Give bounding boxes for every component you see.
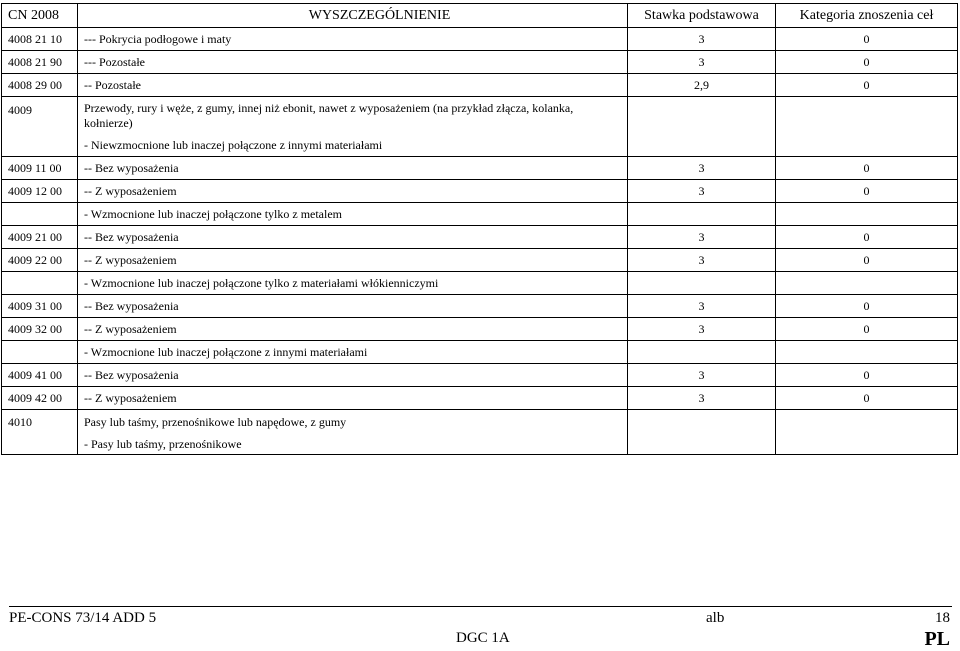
description: - Wzmocnione lub inaczej połączone tylko z metalem xyxy=(78,203,628,226)
description-line: Przewody, rury i węże, z gumy, innej niż ebonit, nawet z wyposażeniem (na przykład złącza, kolanka, xyxy=(84,101,574,115)
base-rate: 3 xyxy=(628,295,776,318)
description xyxy=(78,410,628,455)
description: -- Z wyposażeniem xyxy=(78,387,628,410)
staging-category: 0 xyxy=(776,180,958,203)
staging-category: 0 xyxy=(776,28,958,51)
table-row xyxy=(2,318,958,341)
description: -- Bez wyposażenia xyxy=(78,364,628,387)
cn-code: 4009 42 00 xyxy=(2,387,78,410)
cn-code: 4008 21 90 xyxy=(2,51,78,74)
base-rate: 3 xyxy=(628,180,776,203)
cn-code: 4009 xyxy=(2,97,78,157)
cn-code xyxy=(2,272,78,295)
table-row xyxy=(2,387,958,410)
cn-code: 4009 41 00 xyxy=(2,364,78,387)
cn-code xyxy=(2,341,78,364)
staging-category xyxy=(776,341,958,364)
table-row xyxy=(2,272,958,295)
description: --- Pokrycia podłogowe i maty xyxy=(78,28,628,51)
base-rate: 3 xyxy=(628,157,776,180)
staging-category: 0 xyxy=(776,74,958,97)
cn-code: 4009 11 00 xyxy=(2,157,78,180)
table-row xyxy=(2,203,958,226)
tariff-table xyxy=(1,3,958,455)
description: -- Pozostałe xyxy=(78,74,628,97)
description: - Wzmocnione lub inaczej połączone tylko z materiałami włókienniczymi xyxy=(78,272,628,295)
cn-code: 4009 32 00 xyxy=(2,318,78,341)
table-row xyxy=(2,74,958,97)
description-line: - Niewzmocnione lub inaczej połączone z innymi materiałami xyxy=(84,138,383,152)
table-row xyxy=(2,180,958,203)
base-rate: 3 xyxy=(628,364,776,387)
description: -- Z wyposażeniem xyxy=(78,249,628,272)
description: --- Pozostałe xyxy=(78,51,628,74)
table-row xyxy=(2,364,958,387)
description-line: Pasy lub taśmy, przenośnikowe lub napędowe, z gumy xyxy=(84,415,347,429)
staging-category xyxy=(776,272,958,295)
table-row xyxy=(2,295,958,318)
base-rate: 3 xyxy=(628,51,776,74)
base-rate: 3 xyxy=(628,226,776,249)
cn-code: 4009 21 00 xyxy=(2,226,78,249)
base-rate xyxy=(628,97,776,157)
table-row xyxy=(2,226,958,249)
staging-category xyxy=(776,410,958,455)
document-reference: PE-CONS 73/14 ADD 5 xyxy=(9,610,157,626)
description-line: - Pasy lub taśmy, przenośnikowe xyxy=(84,437,242,451)
table-row xyxy=(2,157,958,180)
department-code: DGC 1A xyxy=(456,630,510,646)
header-description: WYSZCZEGÓLNIENIE xyxy=(78,4,628,28)
page-number: 18 xyxy=(935,610,950,626)
cn-code: 4010 xyxy=(2,410,78,455)
staging-category: 0 xyxy=(776,295,958,318)
base-rate xyxy=(628,203,776,226)
staging-category: 0 xyxy=(776,226,958,249)
description: -- Bez wyposażenia xyxy=(78,295,628,318)
table-row xyxy=(2,28,958,51)
author-initials: alb xyxy=(706,610,725,626)
description: -- Z wyposażeniem xyxy=(78,180,628,203)
staging-category: 0 xyxy=(776,364,958,387)
base-rate: 3 xyxy=(628,28,776,51)
header-cn: CN 2008 xyxy=(2,4,78,28)
description: - Wzmocnione lub inaczej połączone z innymi materiałami xyxy=(78,341,628,364)
staging-category: 0 xyxy=(776,51,958,74)
cn-code: 4009 12 00 xyxy=(2,180,78,203)
language-code: PL xyxy=(924,628,950,650)
staging-category: 0 xyxy=(776,157,958,180)
description: -- Bez wyposażenia xyxy=(78,226,628,249)
description-line: kołnierze) xyxy=(84,116,133,130)
description xyxy=(78,97,628,157)
base-rate xyxy=(628,341,776,364)
cn-code: 4009 22 00 xyxy=(2,249,78,272)
staging-category xyxy=(776,97,958,157)
base-rate: 2,9 xyxy=(628,74,776,97)
cn-code: 4009 31 00 xyxy=(2,295,78,318)
base-rate xyxy=(628,272,776,295)
cn-code xyxy=(2,203,78,226)
table-row xyxy=(2,249,958,272)
staging-category: 0 xyxy=(776,318,958,341)
description: -- Bez wyposażenia xyxy=(78,157,628,180)
table-row xyxy=(2,341,958,364)
staging-category: 0 xyxy=(776,387,958,410)
table-row xyxy=(2,410,958,455)
footer-divider xyxy=(9,606,952,607)
description: -- Z wyposażeniem xyxy=(78,318,628,341)
table-header-row xyxy=(2,4,958,28)
base-rate: 3 xyxy=(628,318,776,341)
table-row xyxy=(2,51,958,74)
cn-code: 4008 21 10 xyxy=(2,28,78,51)
base-rate xyxy=(628,410,776,455)
header-staging-category: Kategoria znoszenia ceł xyxy=(776,4,958,28)
cn-code: 4008 29 00 xyxy=(2,74,78,97)
base-rate: 3 xyxy=(628,387,776,410)
table-row xyxy=(2,97,958,157)
header-base-rate: Stawka podstawowa xyxy=(628,4,776,28)
staging-category xyxy=(776,203,958,226)
staging-category: 0 xyxy=(776,249,958,272)
base-rate: 3 xyxy=(628,249,776,272)
table-body xyxy=(2,28,958,455)
